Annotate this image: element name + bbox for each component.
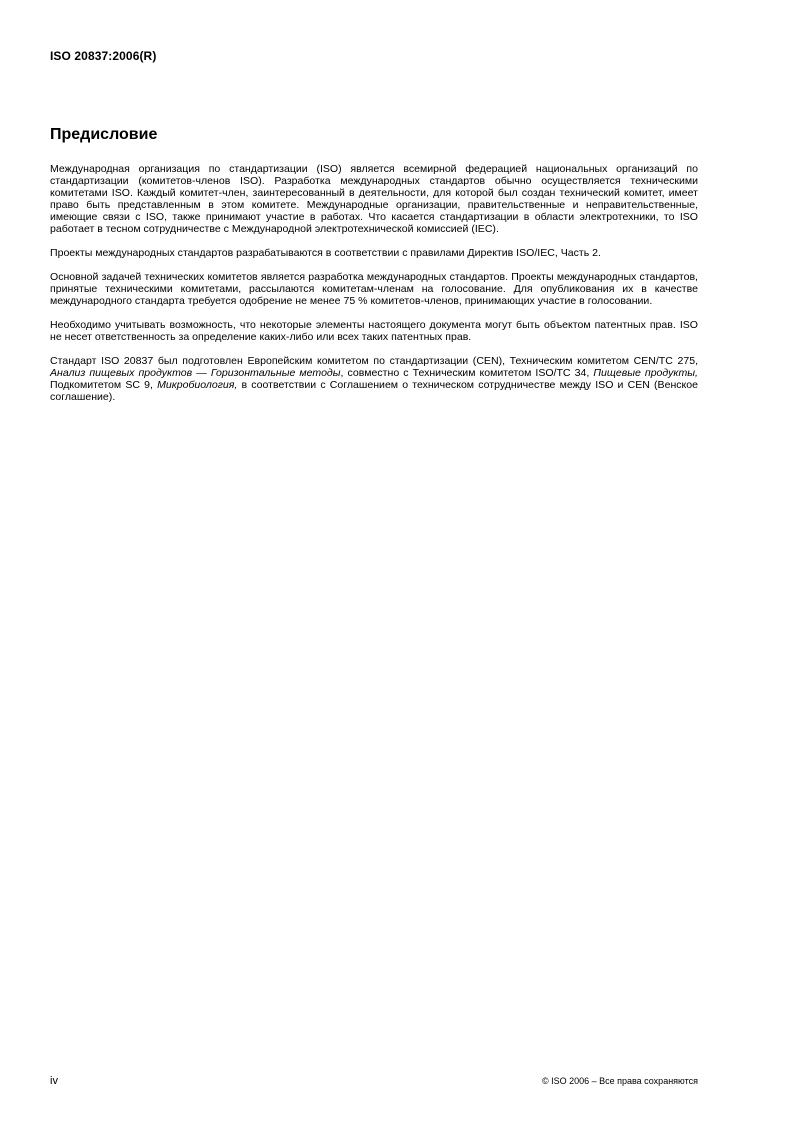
page-number: iv [50,1075,58,1087]
copyright-notice: © ISO 2006 – Все права сохраняются [541,1076,698,1086]
document-id: ISO 20837:2006(R) [50,49,157,63]
paragraph-standard-preparation [50,355,698,403]
paragraph-patent-rights: Необходимо учитывать возможность, что некоторые элементы настоящего документа могут быть объектом патентных прав. ISO не несет ответственность за определение каких-либо или всех таких патентных прав. [50,319,698,343]
subcommittee-title-microbiology: Микробиология, [157,379,238,391]
paragraph-committees-task: Основной задачей технических комитетов является разработка международных стандартов. Проекты международных стандартов, принятые техническими комитетами, рассылаются комитетам-членам на голосование. Для опубликования их в качестве международного стандарта требуется одобрение не менее 75 % комитетов-членов, принимающих участие в голосовании. [50,271,698,307]
paragraph-directives: Проекты международных стандартов разрабатываются в соответствии с правилами Директив ISO/IEC, Часть 2. [50,247,601,259]
committee-title-food-products: Пищевые продукты, [593,367,698,379]
preparation-text-1: Стандарт ISO 20837 был подготовлен Европейским комитетом по стандартизации (CEN), Техническим комитетом CEN/TC 275, [50,355,698,367]
preparation-text-3: Подкомитетом SC 9, [50,379,158,391]
committee-title-food-analysis: Анализ пищевых продуктов — Горизонтальные методы [50,367,341,379]
paragraph-iso-organization: Международная организация по стандартизации (ISO) является всемирной федерацией национальных организаций по стандартизации (комитетов-членов ISO). Разработка международных стандартов обычно осуществляется техническими комитетами ISO. Каждый комитет-член, заинтересованный в деятельности, для которой был создан технический комитет, имеет право быть представленным в этом комитете. Международные организации, правительственные и неправительственные, имеющие связи с ISO, также принимают участие в работах. Что касается стандартизации в области электротехники, то ISO работает в тесном сотрудничестве с Международной электротехнической комиссией (IEC). [50,163,698,235]
preparation-text-2: , совместно с Техническим комитетом ISO/TC 34, [340,367,594,379]
section-title: Предисловие [50,126,158,143]
preparation-text-4: в соответствии с Соглашением о техническом сотрудничестве между ISO и CEN (Венское соглашение). [50,379,699,403]
foreword-body [50,163,698,415]
